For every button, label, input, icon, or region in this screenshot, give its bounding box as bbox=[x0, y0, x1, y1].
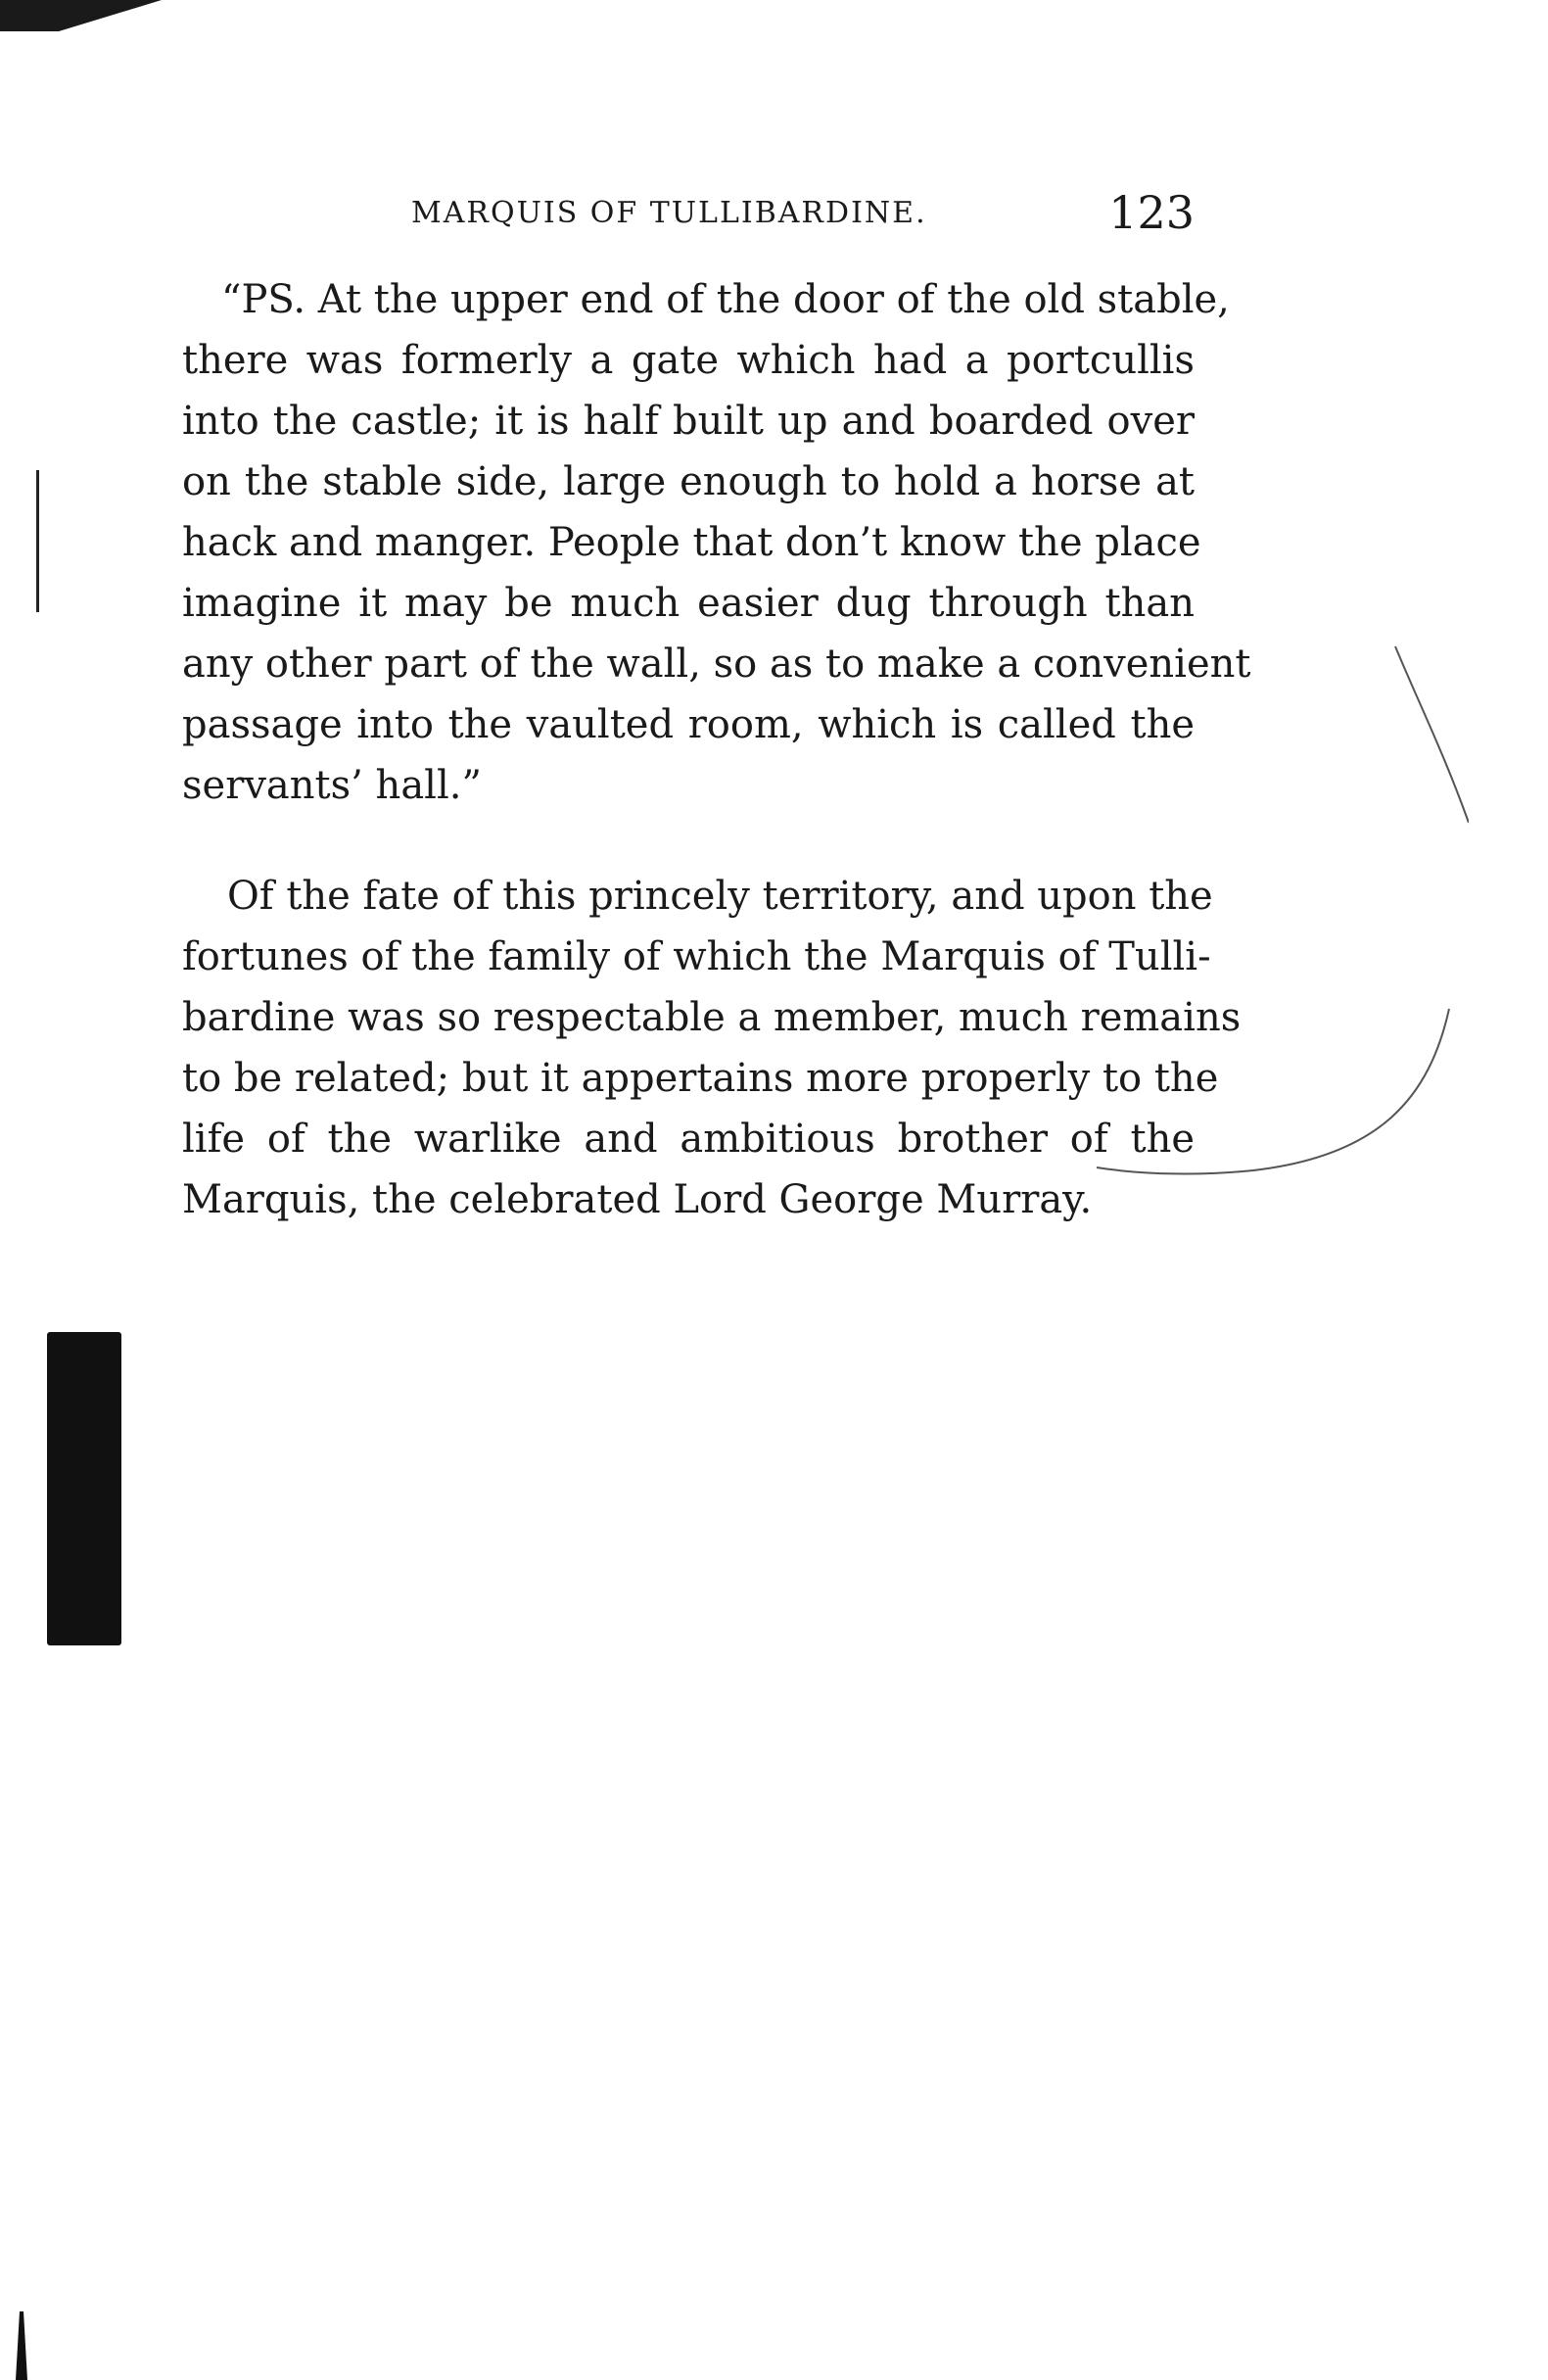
paragraph-line: Of the fate of this princely territory, and upon the bbox=[227, 874, 1213, 919]
running-head bbox=[411, 188, 1195, 247]
postscript-line: passage into the vaulted room, which is called the bbox=[182, 702, 1195, 747]
paragraph-line: to be related; but it appertains more properly to the bbox=[182, 1056, 1219, 1101]
postscript-line: “PS. At the upper end of the door of the old stable, bbox=[221, 277, 1230, 322]
body-paragraph bbox=[182, 866, 1242, 1230]
postscript-line: servants’ hall.” bbox=[182, 763, 482, 808]
postscript-line: there was formerly a gate which had a portcullis bbox=[182, 338, 1195, 383]
scan-corner-mark bbox=[0, 0, 162, 31]
postscript-line: hack and manger. People that don’t know the place bbox=[182, 520, 1201, 565]
paragraph-line: life of the warlike and ambitious brother of the bbox=[182, 1117, 1195, 1162]
postscript-line: imagine it may be much easier dug through than bbox=[182, 581, 1195, 626]
paragraph-line: bardine was so respectable a member, much remains bbox=[182, 995, 1242, 1040]
running-title: MARQUIS OF TULLIBARDINE. bbox=[411, 196, 927, 230]
postscript-line: on the stable side, large enough to hold a horse at bbox=[182, 459, 1195, 504]
scan-bottom-mark bbox=[14, 2311, 29, 2380]
scan-binding-shadow bbox=[47, 1332, 121, 1645]
page-number: 123 bbox=[1108, 186, 1195, 239]
scan-edge-line bbox=[36, 470, 39, 612]
paragraph-line: fortunes of the family of which the Marquis of Tulli- bbox=[182, 934, 1211, 979]
postscript-quote bbox=[182, 269, 1251, 816]
paragraph-line: Marquis, the celebrated Lord George Murray. bbox=[182, 1177, 1093, 1222]
postscript-line: into the castle; it is half built up and boarded over bbox=[182, 399, 1195, 444]
postscript-line: any other part of the wall, so as to make a convenient bbox=[182, 642, 1251, 687]
